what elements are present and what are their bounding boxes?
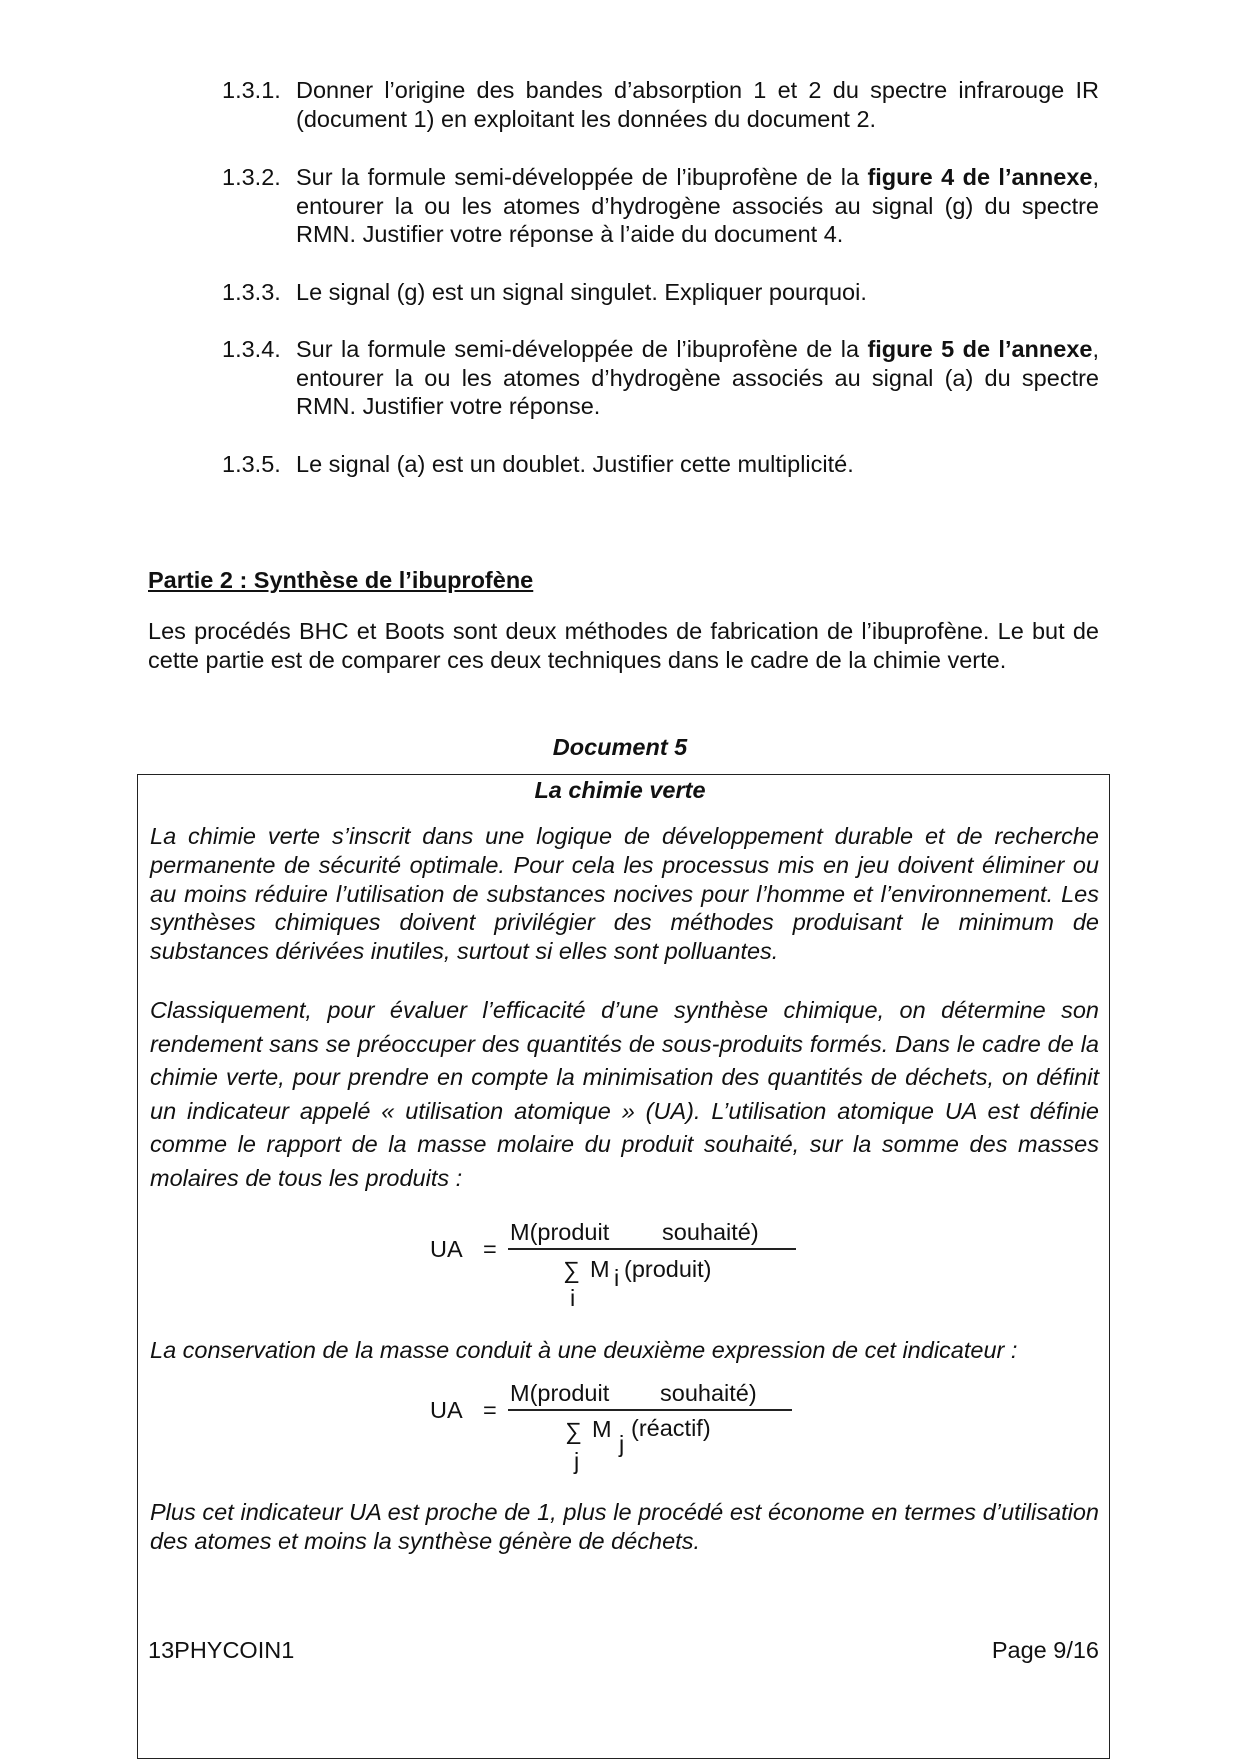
denominator-argument: (produit) <box>624 1256 712 1282</box>
sum-index: j <box>574 1448 580 1474</box>
question-text: Le signal (a) est un doublet. Justifier cette multiplicité. <box>296 451 854 477</box>
question-1-3-2 <box>222 163 1099 249</box>
denominator-argument: (réactif) <box>631 1415 711 1441</box>
equation-lhs: UA <box>430 1397 463 1423</box>
numerator-part-2: souhaité) <box>660 1380 757 1406</box>
question-text: Sur la formule semi-développée de l’ibuprofène de la figure 5 de l’annexe, entourer la ou les atomes d’hydrogène associés au signal (a) du spectre RMN. Justifier votre réponse. <box>296 336 1099 419</box>
footer-code: 13PHYCOIN1 <box>148 1637 295 1663</box>
sum-index: i <box>570 1285 576 1311</box>
document-paragraph-3: La conservation de la masse conduit à une deuxième expression de cet indicateur : <box>150 1337 1018 1363</box>
question-1-3-1 <box>222 76 1099 133</box>
denominator-m: M <box>592 1416 612 1442</box>
question-number: 1.3.1. <box>222 77 281 103</box>
question-number: 1.3.4. <box>222 336 281 362</box>
section-intro: Les procédés BHC et Boots sont deux méthodes de fabrication de l’ibuprofène. Le but de cette partie est de comparer ces deux techniques dans le cadre de la chimie verte. <box>148 618 1099 673</box>
question-text: Donner l’origine des bandes d’absorption 1 et 2 du spectre infrarouge IR (document 1) en exploitant les données du document 2. <box>296 77 1099 132</box>
equation-lhs: UA <box>430 1236 463 1262</box>
question-number: 1.3.2. <box>222 164 281 190</box>
sum-symbol: ∑ <box>565 1418 582 1444</box>
denominator-m: M <box>590 1256 610 1282</box>
question-1-3-3 <box>222 278 1099 307</box>
question-text: Sur la formule semi-développée de l’ibuprofène de la figure 4 de l’annexe, entourer la ou les atomes d’hydrogène associés au signal (g) du spectre RMN. Justifier votre réponse à l’aide du document 4. <box>296 164 1099 247</box>
footer-page-number: Page 9/16 <box>991 1637 1099 1663</box>
question-1-3-4 <box>222 335 1099 421</box>
numerator-part-1: M(produit <box>510 1219 610 1245</box>
question-1-3-5 <box>222 450 1099 479</box>
question-number: 1.3.5. <box>222 451 281 477</box>
numerator-part-2: souhaité) <box>662 1219 759 1245</box>
denominator-subscript: j <box>619 1431 625 1457</box>
document-paragraph-2: Classiquement, pour évaluer l’efficacité d’une synthèse chimique, on détermine son rendement sans se préoccuper des quantités de sous-produits formés. Dans le cadre de la chimie verte, pour prendre en compte la minimisation des quantités de déchets, on définit un indicateur appelé « utilisation atomique » (UA). L’utilisation atomique UA est définie comme le rapport de la masse molaire du produit souhaité, sur la somme des masses molaires de tous les produits : <box>150 997 1099 1191</box>
question-number: 1.3.3. <box>222 279 281 305</box>
section-title: Partie 2 : Synthèse de l’ibuprofène <box>148 567 534 593</box>
question-text: Le signal (g) est un signal singulet. Expliquer pourquoi. <box>296 279 867 305</box>
denominator-subscript: i <box>614 1265 620 1291</box>
document-title: La chimie verte <box>534 777 706 803</box>
equation-equals: = <box>483 1397 497 1423</box>
document-paragraph-1: La chimie verte s’inscrit dans une logique de développement durable et de recherche permanente de sécurité optimale. Pour cela les processus mis en jeu doivent éliminer ou au moins réduire l’utilisation de substances nocives pour l’homme et l’environnement. Les synthèses chimiques doivent privilégier des méthodes produisant le minimum de substances dérivées inutiles, surtout si elles sont polluantes. <box>150 823 1099 965</box>
numerator-part-1: M(produit <box>510 1380 610 1406</box>
document-label: Document 5 <box>552 734 688 760</box>
equation-equals: = <box>483 1236 497 1262</box>
document-paragraph-4: Plus cet indicateur UA est proche de 1, plus le procédé est économe en termes d’utilisation des atomes et moins la synthèse génère de déchets. <box>150 1499 1099 1554</box>
sum-symbol: ∑ <box>563 1257 580 1283</box>
